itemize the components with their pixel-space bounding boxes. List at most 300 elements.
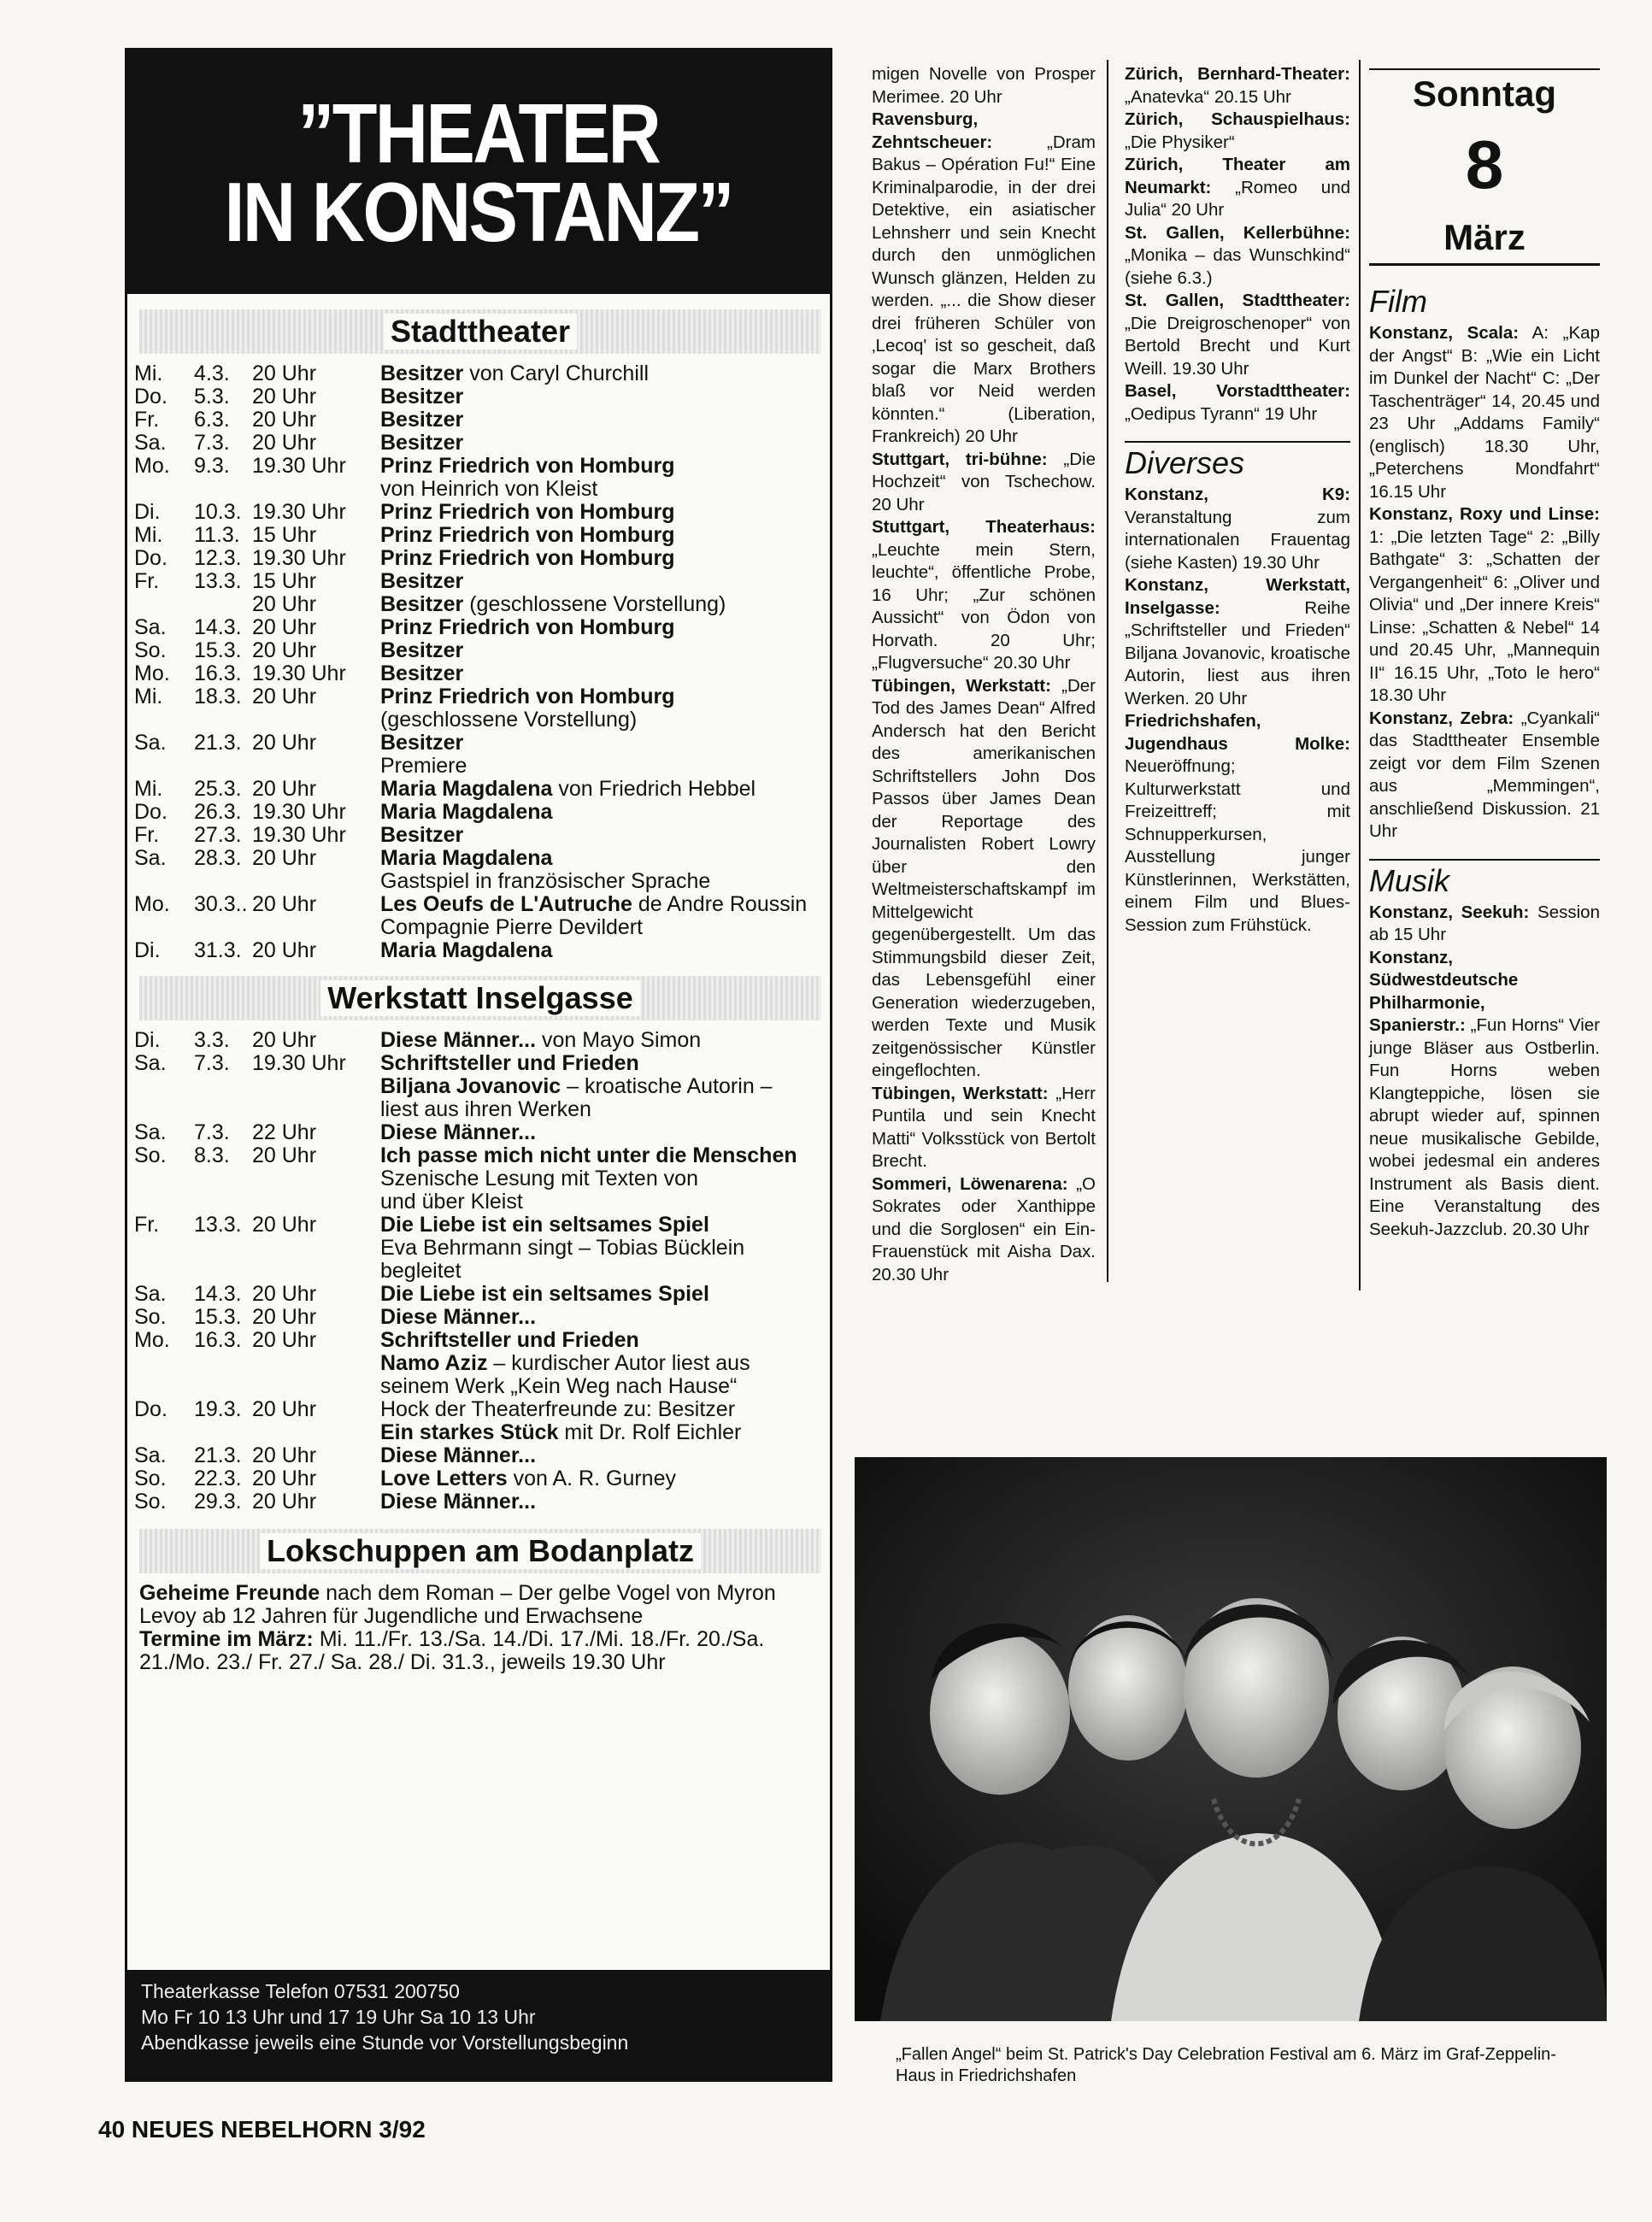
- table-row: [134, 409, 807, 432]
- listing-venue: Konstanz, Seekuh:: [1369, 902, 1530, 922]
- row-date: [194, 755, 252, 778]
- row-title: Die Liebe ist ein seltsames Spiel: [380, 1213, 709, 1237]
- listing-venue: Spanierstr.:: [1369, 1015, 1466, 1035]
- row-day: Fr.: [134, 569, 160, 593]
- listing-venue: Konstanz, Werkstatt, Inselgasse:: [1125, 575, 1350, 618]
- row-program: [380, 455, 807, 501]
- row-program: [380, 801, 807, 824]
- listing-text: „Romeo und Julia“ 20 Uhr: [1125, 177, 1350, 220]
- row-title: Maria Magdalena: [380, 777, 553, 801]
- table-row: [134, 432, 807, 455]
- lokschuppen-text: Geheime Freunde nach dem Roman – Der gelbe Vogel von Myron Levoy ab 12 Jahren für Jugendliche und Erwachsene Termine im März: Mi. 11./Fr. 13./Sa. 14./Di. 17./Mi. 18./Fr. 20./Sa. 21./Mo. 23./ Fr. 27./ Sa. 28./ Di. 31.3., jeweils 19.30 Uhr: [139, 1581, 776, 1674]
- row-time: 20 Uhr: [252, 1305, 317, 1329]
- listing-text: Veranstaltung zum internationalen Frauentag (siehe Kasten) 19.30 Uhr: [1125, 507, 1350, 573]
- listing-text: „Cyankali“ das Stadttheater Ensemble zeigt vor dem Film Szenen aus „Memmingen“, anschließend Diskussion. 21 Uhr: [1369, 708, 1601, 841]
- row-sub: (geschlossene Vorstellung): [380, 708, 638, 732]
- listing-text: Reihe „Schriftsteller und Frieden“ Biljana Jovanovic, kroatische Autorin, liest aus ihren Werken. 20 Uhr: [1125, 597, 1350, 708]
- row-day: Mi.: [134, 362, 163, 385]
- listing-text: A: „Kap der Angst“ B: „Wie ein Licht im Dunkel der Nacht“ C: „Der Taschenträger“ 14, 20.45 und 23 Uhr „Addams Family“ (englisch) 18.30 Uhr, „Peterchens Mondfahrt“ 16.15 Uhr: [1369, 323, 1600, 502]
- row-time: 20 Uhr: [252, 1282, 317, 1306]
- row-extra: von Caryl Churchill: [463, 362, 650, 385]
- row-program: [380, 409, 807, 432]
- row-sub: mit Dr. Rolf Eichler: [558, 1420, 742, 1444]
- row-date: 14.3.: [194, 615, 242, 639]
- table-row: [134, 685, 807, 732]
- row-day: So.: [134, 1143, 167, 1167]
- row-title: Besitzer: [380, 592, 464, 616]
- row-date: 5.3.: [194, 385, 230, 409]
- listing-entry: [1369, 503, 1600, 708]
- listing-venue: Stuttgart, Theaterhaus:: [872, 517, 1096, 537]
- listing-entry: [1125, 154, 1350, 222]
- row-day: Di.: [134, 500, 161, 524]
- row-program: [380, 1329, 797, 1398]
- listing-entry: [1125, 63, 1350, 109]
- row-date: 30.3..: [194, 892, 248, 916]
- row-extra: (geschlossene Vorstellung): [463, 592, 726, 616]
- row-time: 15 Uhr: [252, 523, 317, 547]
- row-program: [380, 1029, 797, 1052]
- row-program: [380, 847, 807, 870]
- table-row: [134, 1052, 797, 1121]
- row-time: 19.30 Uhr: [252, 800, 346, 824]
- listing-text: „Leuchte mein Stern, leuchte“, öffentliche Probe, 16 Uhr; „Zur schönen Aussicht“ von Ödon von Horvath. 20 Uhr; „Flugversuche“ 20.30 Uhr: [872, 539, 1096, 673]
- listing-venue: Tübingen, Werkstatt:: [872, 1083, 1049, 1103]
- row-time: 20 Uhr: [252, 362, 317, 385]
- row-time: 20 Uhr: [252, 846, 317, 870]
- table-row: [134, 1444, 797, 1467]
- row-title: Besitzer: [380, 385, 464, 409]
- row-time: 20 Uhr: [252, 1443, 317, 1467]
- row-title: Besitzer: [380, 408, 464, 432]
- row-time: 20 Uhr: [252, 777, 317, 801]
- row-day: Sa.: [134, 1120, 167, 1144]
- listing-venue: Zürich, Theater am Neumarkt:: [1125, 155, 1350, 197]
- row-sub2: liest aus ihren Werken: [380, 1097, 591, 1121]
- row-title: Diese Männer...: [380, 1120, 537, 1144]
- row-date: 7.3.: [194, 1051, 230, 1075]
- row-time: 20 Uhr: [252, 431, 317, 455]
- banner-title-line2: IN KONSTANZ”: [224, 164, 733, 259]
- row-day: So.: [134, 1490, 167, 1514]
- row-extra: von Mayo Simon: [536, 1028, 702, 1052]
- row-program: [380, 593, 807, 616]
- row-program: [380, 616, 807, 639]
- table-row: [134, 755, 807, 778]
- date-month: März: [1443, 217, 1526, 257]
- row-sub2: begleitet: [380, 1259, 462, 1283]
- listing-entry: [872, 63, 1096, 109]
- row-title: Diese Männer...: [380, 1305, 537, 1329]
- page-footer: 40 NEUES NEBELHORN 3/92: [98, 2116, 426, 2143]
- table-row: [134, 778, 807, 801]
- row-day: Fr.: [134, 408, 160, 432]
- row-title: Diese Männer...: [380, 1443, 537, 1467]
- banner-title-line1: ”THEATER: [297, 85, 660, 180]
- listing-venue: Tübingen, Werkstatt:: [872, 675, 1051, 696]
- listing-entry: [1125, 222, 1350, 291]
- row-program: [380, 362, 807, 385]
- row-title: Diese Männer...: [380, 1028, 537, 1052]
- row-title: Schriftsteller und Frieden: [380, 1328, 639, 1352]
- row-time: 19.30 Uhr: [252, 1051, 346, 1075]
- date-day: 8: [1465, 126, 1504, 203]
- table-row: [134, 570, 807, 593]
- row-time: 20 Uhr: [252, 638, 317, 662]
- row-time: 15 Uhr: [252, 569, 317, 593]
- table-row: [134, 939, 807, 962]
- row-extra: de Andre Roussin: [632, 892, 808, 916]
- row-date: 7.3.: [194, 431, 230, 455]
- row-program: [380, 870, 807, 893]
- row-date: 29.3.: [194, 1490, 242, 1514]
- box-office-info: [127, 1970, 830, 2079]
- table-row: [134, 1121, 797, 1144]
- row-date: 19.3.: [194, 1397, 242, 1421]
- listings-column-2: [1125, 63, 1350, 937]
- column-divider: [1107, 60, 1108, 1282]
- diverses-listings: [1125, 484, 1350, 937]
- row-date: 26.3.: [194, 800, 242, 824]
- listing-entry: [872, 675, 1096, 1083]
- row-day: Sa.: [134, 846, 167, 870]
- row-date: 16.3.: [194, 661, 242, 685]
- row-time: 20 Uhr: [252, 1467, 317, 1490]
- category-heading-diverses: Diverses: [1125, 441, 1350, 480]
- table-row: [134, 362, 807, 385]
- row-program: [380, 1467, 797, 1490]
- listing-venue: Stuttgart, tri-bühne:: [872, 449, 1048, 469]
- listing-entry: [1125, 710, 1350, 937]
- row-day: Mo.: [134, 892, 170, 916]
- listing-entry: [1369, 322, 1600, 503]
- row-title: Diese Männer...: [380, 1490, 537, 1514]
- table-row: [134, 732, 807, 755]
- row-date: 15.3.: [194, 1305, 242, 1329]
- stadttheater-schedule: [134, 362, 807, 962]
- row-program: [380, 1444, 797, 1467]
- film-listings: [1369, 322, 1600, 844]
- row-day: [134, 593, 194, 616]
- row-date: 16.3.: [194, 1328, 242, 1352]
- row-time: 19.30 Uhr: [252, 823, 346, 847]
- row-date: 13.3.: [194, 569, 242, 593]
- row-time: 19.30 Uhr: [252, 546, 346, 570]
- row-program: [380, 1052, 797, 1121]
- row-day: Sa.: [134, 1443, 167, 1467]
- listing-entry: [1125, 380, 1350, 426]
- row-title: Prinz Friedrich von Homburg: [380, 546, 675, 570]
- row-date: 9.3.: [194, 454, 230, 478]
- row-program: [380, 685, 807, 732]
- table-row: [134, 1467, 797, 1490]
- row-time: 20 Uhr: [252, 385, 317, 409]
- row-title: Prinz Friedrich von Homburg: [380, 523, 675, 547]
- row-day: [134, 870, 194, 893]
- table-row: [134, 547, 807, 570]
- row-date: 28.3.: [194, 846, 242, 870]
- row-program: [380, 1398, 797, 1444]
- row-day: Fr.: [134, 1213, 160, 1237]
- row-program: [380, 755, 807, 778]
- listing-venue: Konstanz, Roxy und Linse:: [1369, 504, 1600, 524]
- row-day: Fr.: [134, 823, 160, 847]
- theater-listings-ch: [1125, 63, 1350, 426]
- listing-text: „Die Dreigroschenoper“ von Bertold Brecht und Kurt Weill. 19.30 Uhr: [1125, 313, 1350, 379]
- row-time: 20 Uhr: [252, 1397, 317, 1421]
- row-extra: Premiere: [380, 754, 467, 778]
- row-time: 19.30 Uhr: [252, 454, 346, 478]
- row-date: 15.3.: [194, 638, 242, 662]
- row-extra: von A. R. Gurney: [507, 1467, 676, 1490]
- row-sub: Compagnie Pierre Devildert: [380, 915, 644, 939]
- row-title: Maria Magdalena: [380, 800, 553, 824]
- row-time: 19.30 Uhr: [252, 661, 346, 685]
- row-sub-bold: Biljana Jovanovic: [380, 1074, 561, 1098]
- band-photo-image: [855, 1457, 1607, 2021]
- listing-entry: [1369, 1014, 1600, 1241]
- row-date: 18.3.: [194, 685, 242, 708]
- row-title: Prinz Friedrich von Homburg: [380, 615, 675, 639]
- row-time: [252, 755, 380, 778]
- row-day: Do.: [134, 546, 168, 570]
- row-date: 11.3.: [194, 523, 240, 547]
- row-date: 21.3.: [194, 1443, 242, 1467]
- row-title: Maria Magdalena: [380, 938, 553, 962]
- row-date: 22.3.: [194, 1467, 242, 1490]
- listing-venue: St. Gallen, Kellerbühne:: [1125, 222, 1350, 243]
- row-program: [380, 432, 807, 455]
- row-sub2: und über Kleist: [380, 1190, 523, 1214]
- row-program: [380, 662, 807, 685]
- section-heading-lokschuppen: Lokschuppen am Bodanplatz: [139, 1529, 821, 1573]
- row-title: Schriftsteller und Frieden: [380, 1051, 639, 1075]
- row-title: Besitzer: [380, 823, 464, 847]
- table-row: [134, 639, 807, 662]
- row-date: 3.3.: [194, 1028, 230, 1052]
- row-date: 21.3.: [194, 731, 242, 755]
- row-date: 25.3.: [194, 777, 242, 801]
- row-time: 20 Uhr: [252, 892, 317, 916]
- listing-entry: [1369, 902, 1600, 947]
- listings-column-3: [1369, 68, 1600, 1241]
- listing-text: 1: „Die letzten Tage“ 2: „Billy Bathgate“ 3: „Schatten der Vergangenheit“ 6: „Oliver und Olivia“ und „Der innere Kreis“ Linse: „Schatten & Nebel“ 14 und 20.45 Uhr, „Mannequin II“ 16.15 Uhr, „Toto le hero“ 18.30 Uhr: [1369, 526, 1600, 705]
- listing-text: „O Sokrates oder Xanthippe und die Sorglosen“ ein Ein-Frauenstück mit Aisha Dax. 20.30 Uhr: [872, 1173, 1096, 1284]
- listing-entry: [1125, 109, 1350, 154]
- row-date: 14.3.: [194, 1282, 242, 1306]
- listing-text: Session ab 15 Uhr: [1369, 902, 1600, 944]
- listing-text: „Der Tod des James Dean“ Alfred Andersch hat den Bericht des amerikanischen Schriftstellers John Dos Passos über James Dean der Reportage des Journalisten Robert Lowry über den Weltmeisterschaftskampf im Mittelgewicht gegenübergestellt. Um das Stimmungsbild dieser Zeit, das Lebensgefühl einer Generation wiederzugeben, werden Texte und Musik zeitgenössischer Künstler eingeflochten.: [872, 675, 1096, 1080]
- table-row: [134, 1214, 797, 1283]
- row-program: [380, 1283, 797, 1306]
- row-day: Sa.: [134, 1282, 167, 1306]
- row-time: [252, 870, 380, 893]
- evening-box-office: Abendkasse jeweils eine Stunde vor Vorstellungsbeginn: [141, 2031, 629, 2054]
- theater-banner: [127, 50, 830, 294]
- row-extra: von Friedrich Hebbel: [552, 777, 756, 801]
- row-program: [380, 639, 807, 662]
- row-date: 13.3.: [194, 1213, 242, 1237]
- banner-title: [224, 85, 733, 259]
- listing-venue: Zürich, Schauspielhaus:: [1125, 109, 1350, 129]
- row-sub-bold: Ein starkes Stück: [380, 1420, 559, 1444]
- row-program: [380, 501, 807, 524]
- table-row: [134, 847, 807, 870]
- row-extra: Gastspiel in französischer Sprache: [380, 869, 711, 893]
- row-time: 20 Uhr: [252, 938, 317, 962]
- listing-venue: Zürich, Bernhard-Theater:: [1125, 64, 1350, 84]
- row-time: 20 Uhr: [252, 408, 317, 432]
- row-title: Ich passe mich nicht unter die Menschen: [380, 1143, 797, 1167]
- row-day: Mi.: [134, 685, 163, 708]
- listing-entry: [872, 1173, 1096, 1287]
- row-time: 20 Uhr: [252, 1328, 317, 1352]
- row-day: Sa.: [134, 431, 167, 455]
- listing-entry: [872, 1083, 1096, 1173]
- listing-text: „Monika – das Wunschkind“ (siehe 6.3.): [1125, 245, 1350, 288]
- row-day: Sa.: [134, 1051, 167, 1075]
- row-date: 12.3.: [194, 546, 242, 570]
- row-program: [380, 939, 807, 962]
- row-day: Sa.: [134, 615, 167, 639]
- row-program: [380, 824, 807, 847]
- category-heading-musik: Musik: [1369, 859, 1600, 898]
- row-time: 20 Uhr: [252, 1213, 317, 1237]
- row-time: 20 Uhr: [252, 592, 317, 616]
- listing-text: migen Novelle von Prosper Merimee. 20 Uhr: [872, 64, 1096, 107]
- row-date: 8.3.: [194, 1143, 230, 1167]
- table-row: [134, 593, 807, 616]
- section-heading-werkstatt: Werkstatt Inselgasse: [139, 976, 821, 1020]
- table-row: [134, 870, 807, 893]
- row-program: [380, 1306, 797, 1329]
- row-title: Besitzer: [380, 569, 464, 593]
- row-program: [380, 570, 807, 593]
- row-title: Besitzer: [380, 362, 464, 385]
- listing-venue: Friedrichshafen, Jugendhaus Molke:: [1125, 711, 1350, 754]
- listing-text: „Dram Bakus – Opération Fu!“ Eine Kriminalparodie, in der drei Detektive, ein asiatischer Lehnsherr und sein Knecht durch den unmöglichen Wunsch glänzen, Helden zu werden. „... die Show dieser drei früheren Schüler von ‚Lecoq' ist so gescheit, daß sogar die Marx Brothers blaß vor Neid werden könnten.“ (Liberation, Frankreich) 20 Uhr: [872, 132, 1096, 446]
- row-sub: Eva Behrmann singt – Tobias Bücklein: [380, 1236, 745, 1260]
- row-program: [380, 1144, 797, 1214]
- row-day: Do.: [134, 1397, 168, 1421]
- listing-entry: [1125, 290, 1350, 380]
- row-time: 20 Uhr: [252, 615, 317, 639]
- row-title: Besitzer: [380, 731, 464, 755]
- row-time: 22 Uhr: [252, 1120, 317, 1144]
- row-title: Besitzer: [380, 661, 464, 685]
- row-time: 20 Uhr: [252, 685, 317, 708]
- row-date: 10.3.: [194, 500, 242, 524]
- werkstatt-schedule: [134, 1029, 797, 1514]
- row-time: 19.30 Uhr: [252, 500, 346, 524]
- row-day: Di.: [134, 1028, 161, 1052]
- row-program: [380, 778, 807, 801]
- row-day: So.: [134, 638, 167, 662]
- photo-caption: „Fallen Angel“ beim St. Patrick's Day Celebration Festival am 6. März im Graf-Zeppelin-Haus in Friedrichshafen: [896, 2045, 1556, 2085]
- listing-entry: [1369, 708, 1600, 844]
- table-row: [134, 1329, 797, 1398]
- row-sub: Szenische Lesung mit Texten von: [380, 1167, 698, 1190]
- listing-entry: [872, 449, 1096, 517]
- listing-text: Neueröffnung; Kulturwerkstatt und Freizeittreff; mit Schnupperkursen, Ausstellung junger Künstlerinnen, Werkstätten, einem Film und Blues-Session zum Frühstück.: [1125, 756, 1350, 935]
- listing-entry: [1125, 574, 1350, 710]
- listing-entry: [872, 109, 1096, 449]
- row-title: Die Liebe ist ein seltsames Spiel: [380, 1282, 709, 1306]
- row-day: Mo.: [134, 1328, 170, 1352]
- section-heading-stadttheater: Stadttheater: [139, 309, 821, 354]
- row-title: Les Oeufs de L'Autruche: [380, 892, 632, 916]
- row-title: Prinz Friedrich von Homburg: [380, 454, 675, 478]
- row-sub: – kroatische Autorin –: [561, 1074, 773, 1098]
- musik-listings: [1369, 902, 1600, 1242]
- row-date: 31.3.: [194, 938, 242, 962]
- row-program: [380, 1214, 797, 1283]
- box-office-hours: Mo Fr 10 13 Uhr und 17 19 Uhr Sa 10 13 Uhr: [141, 2006, 536, 2028]
- row-day: Di.: [134, 938, 161, 962]
- date-box: [1369, 68, 1600, 266]
- listing-text: „Die Hochzeit“ von Tschechow. 20 Uhr: [872, 449, 1096, 514]
- listing-text: „Anatevka“ 20.15 Uhr: [1125, 86, 1291, 107]
- category-heading-film: Film: [1369, 284, 1427, 319]
- table-row: [134, 524, 807, 547]
- row-title: Maria Magdalena: [380, 846, 553, 870]
- table-row: [134, 1490, 797, 1514]
- row-date: 6.3.: [194, 408, 230, 432]
- listing-text: „Fun Horns“ Vier junge Bläser aus Ostberlin. Fun Horns weben Klangteppiche, lösen sie abrupt wieder auf, spinnen neue musikalische Gebilde, wobei jedesmal ein anderes Instrument als Basis dient. Eine Veranstaltung des Seekuh-Jazzclub. 20.30 Uhr: [1369, 1015, 1600, 1239]
- row-sub: – kurdischer Autor liest aus: [487, 1351, 750, 1375]
- table-row: [134, 824, 807, 847]
- band-photo: [855, 1457, 1607, 2021]
- row-day: Mi.: [134, 777, 163, 801]
- row-date: 7.3.: [194, 1120, 230, 1144]
- row-program: [380, 385, 807, 409]
- listing-venue: Konstanz, Zebra:: [1369, 708, 1514, 728]
- listing-entry: [1369, 947, 1600, 1015]
- table-row: [134, 801, 807, 824]
- row-date: 27.3.: [194, 823, 242, 847]
- row-program: [380, 893, 807, 939]
- table-row: [134, 616, 807, 639]
- theater-listing-box: [125, 48, 832, 2082]
- listing-entry: [872, 516, 1096, 675]
- box-office-phone: Theaterkasse Telefon 07531 200750: [141, 1980, 460, 2002]
- table-row: [134, 1398, 797, 1444]
- table-row: [134, 455, 807, 501]
- row-extra: Hock der Theaterfreunde zu: Besitzer: [380, 1397, 736, 1421]
- row-time: 20 Uhr: [252, 1490, 317, 1514]
- row-program: [380, 1121, 797, 1144]
- row-time: 20 Uhr: [252, 1028, 317, 1052]
- row-sub-bold: Namo Aziz: [380, 1351, 488, 1375]
- row-program: [380, 524, 807, 547]
- row-title: Prinz Friedrich von Homburg: [380, 685, 675, 708]
- table-row: [134, 662, 807, 685]
- row-time: 20 Uhr: [252, 731, 317, 755]
- row-day: [134, 755, 194, 778]
- row-day: Do.: [134, 385, 168, 409]
- row-sub2: seinem Werk „Kein Weg nach Hause“: [380, 1374, 738, 1398]
- row-program: [380, 1490, 797, 1514]
- listing-venue: Konstanz, Scala:: [1369, 323, 1520, 343]
- row-day: So.: [134, 1305, 167, 1329]
- row-day: So.: [134, 1467, 167, 1490]
- row-day: Mi.: [134, 523, 163, 547]
- listing-text: „Herr Puntila und sein Knecht Matti“ Volksstück von Bertolt Brecht.: [872, 1083, 1096, 1171]
- table-row: [134, 893, 807, 939]
- listing-entry: [1125, 484, 1350, 574]
- date-weekday: Sonntag: [1413, 73, 1556, 114]
- column-divider: [1359, 60, 1361, 1290]
